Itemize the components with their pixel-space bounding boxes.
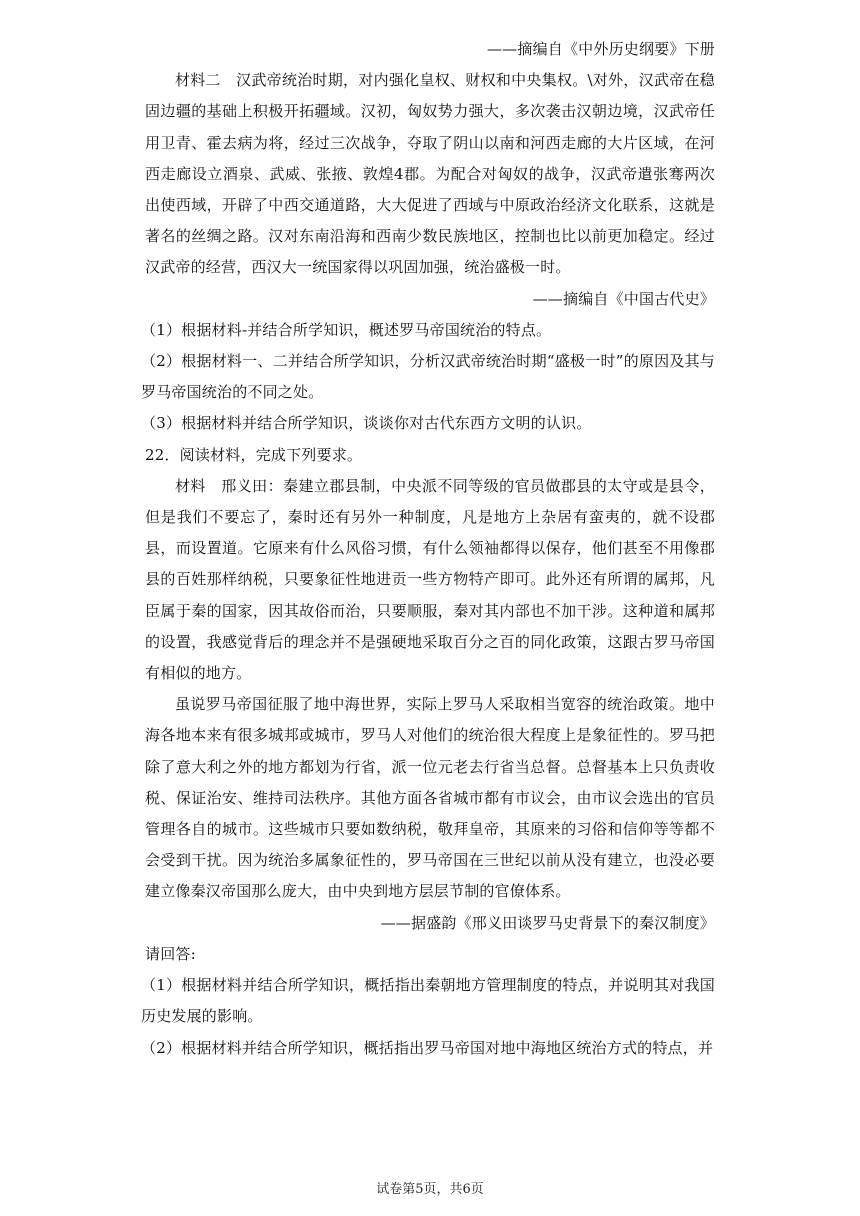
source-citation: ——摘编自《中外历史纲要》下册 [486,40,715,58]
page-footer: 试卷第5页，共6页 [376,1182,484,1197]
question-22-title: 22．阅读材料，完成下列要求。 [145,445,363,464]
question-21-1: （1）根据材料-并结合所学知识，概述罗马帝国统治的特点。 [141,320,552,339]
material-two-paragraph: 材料二 汉武帝统治时期，对内强化皇权、财权和中央集权。\对外，汉武帝在稳固边疆的基础上积极开拓疆域。汉初，匈奴势力强大，多次袭击汉朝边境，汉武帝任用卫青、霍去病为将，经过三次战争，夺取了阴山以南和河西走廊的大片区域，在河西走廊设立酒泉、武威、张掖、敦煌4郡。为配合对匈奴的战争，汉武帝遣张骞两次出使西域，开辟了中西交通道路，大大促进了西域与中原政治经济文化联系，这就是著名的丝绸之路。汉对东南沿海和西南少数民族地区，控制也比以前更加稳定。经过汉武帝的经营，西汉大一统国家得以巩固加强，统治盛极一时。 [145,71,715,277]
source-citation: ——据盛韵《邢义田谈罗马史背景下的秦汉制度》 [380,913,715,932]
material-paragraph: 虽说罗马帝国征服了地中海世界，实际上罗马人采取相当宽容的统治政策。地中海各地本来有很多城邦或城市，罗马人对他们的统治很大程度上是象征性的。罗马把除了意大利之外的地方都划为行省，派一位元老去行省当总督。总督基本上只负责收税、保证治安、维持司法秩序。其他方面各省城市都有市议会，由市议会选出的官员管理各自的城市。这些城市只要如数纳税，敬拜皇帝，其原来的习俗和信仰等等都不会受到干扰。因为统治多属象征性的，罗马帝国在三世纪以前从没有建立，也没必要建立像秦汉帝国那么庞大，由中央到地方层层节制的官僚体系。 [145,695,715,901]
question-21-3: （3）根据材料并结合所学知识，谈谈你对古代东西方文明的认识。 [141,414,592,433]
material-paragraph: 材料 邢义田：秦建立郡县制，中央派不同等级的官员做郡县的太守或是县令，但是我们不要忘了，秦时还有另外一种制度，凡是地方上杂居有蛮夷的，就不设郡县，而设置道。它原来有什么风俗习惯，有什么领袖都得以保存，他们甚至不用像郡县的百姓那样纳税，只要象征性地进贡一些方物特产即可。此外还有所谓的属邦，凡臣属于秦的国家，因其故俗而治，只要顺服，秦对其内部也不加干涉。这种道和属邦的设置，我感觉背后的理念并不是强硬地采取百分之百的同化政策，这跟古罗马帝国有相似的地方。 [145,476,715,683]
question-22-1: （1）根据材料并结合所学知识，概括指出秦朝地方管理制度的特点，并说明其对我国历史发展的影响。 [141,976,715,1026]
page-content [141,34,715,1064]
question-22-2: （2）根据材料并结合所学知识，概括指出罗马帝国对地中海地区统治方式的特点，并 [141,1038,714,1057]
answer-prompt: 请回答: [145,944,196,963]
question-21-2: （2）根据材料一、二并结合所学知识，分析汉武帝统治时期“盛极一时”的原因及其与罗马帝国统治的不同之处。 [141,352,715,402]
source-citation: ——摘编自《中国古代史》 [532,289,715,308]
